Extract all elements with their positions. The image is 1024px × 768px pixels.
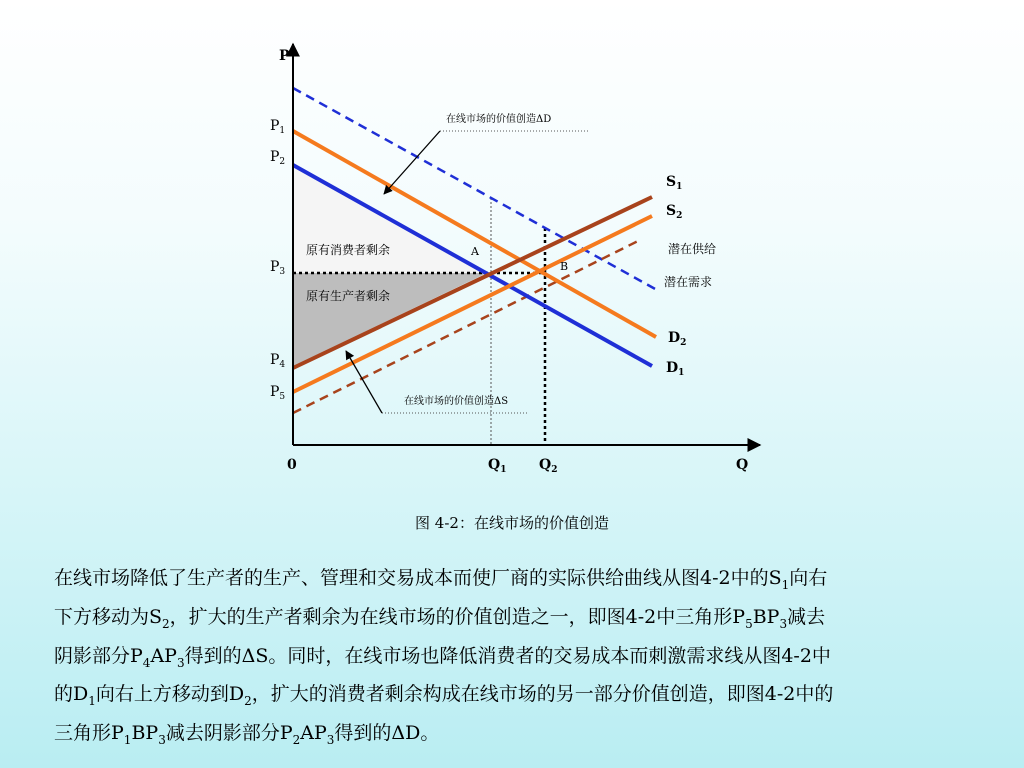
subscript: 4 bbox=[142, 655, 151, 670]
price-label-p3: $P_3$ bbox=[270, 259, 286, 277]
price-label-p2-sub: 2 bbox=[279, 157, 286, 167]
paragraph-line bbox=[54, 640, 994, 679]
price-label-p1-sub: 1 bbox=[279, 126, 286, 136]
curve-label-s1-sub: 1 bbox=[676, 182, 683, 192]
figure-title: 在线市场的价值创造 bbox=[473, 514, 609, 532]
text-run: 阴影部分P bbox=[54, 644, 143, 667]
horizontal-axis-label: Q bbox=[736, 457, 749, 473]
quantity-label-q1: $Q_1$ bbox=[488, 457, 507, 475]
text-run: 的D bbox=[54, 683, 89, 706]
curve-label-s2-sub: 2 bbox=[676, 211, 683, 221]
paragraph-line bbox=[54, 601, 994, 640]
quantity-label-q2-sub: 2 bbox=[551, 465, 558, 475]
paragraph-line bbox=[54, 562, 994, 601]
subscript: 2 bbox=[162, 616, 170, 631]
price-label-p3-sub: 3 bbox=[279, 267, 286, 277]
price-label-p2: $P_2$ bbox=[270, 149, 286, 167]
subscript: 1 bbox=[781, 577, 790, 592]
figure-number: 图 4-2： bbox=[415, 514, 474, 532]
explanation-paragraph bbox=[54, 562, 994, 756]
subscript: 3 bbox=[158, 732, 166, 747]
text-run: AP bbox=[150, 644, 177, 667]
delta-s-arrow bbox=[346, 351, 382, 413]
curve-label-s2: $S_2$ bbox=[666, 203, 683, 221]
origin-label: 0 bbox=[287, 457, 297, 473]
delta-d-annotation: 在线市场的价值创造ΔD bbox=[446, 114, 552, 125]
curve-label-s1: $S_1$ bbox=[666, 174, 683, 192]
text-run: BP bbox=[131, 722, 159, 745]
paragraph-line bbox=[54, 717, 994, 756]
curve-label-d1: $D_1$ bbox=[666, 360, 685, 378]
consumer-surplus-label: 原有消费者剩余 bbox=[306, 243, 391, 257]
subscript: 1 bbox=[88, 694, 96, 709]
paragraph-line bbox=[54, 678, 994, 717]
subscript: 3 bbox=[176, 655, 185, 670]
subscript: 3 bbox=[326, 732, 335, 747]
price-label-p5-sub: 5 bbox=[279, 392, 286, 402]
delta-d-arrow bbox=[384, 131, 440, 194]
text-run: 得到的ΔD。 bbox=[334, 722, 440, 745]
curve-label-d2-sub: 2 bbox=[680, 338, 687, 348]
point-label-a: A bbox=[471, 245, 479, 258]
subscript: 1 bbox=[123, 732, 132, 747]
text-run: 减去阴影部分P bbox=[165, 722, 293, 745]
quantity-label-q1-sub: 1 bbox=[500, 465, 507, 475]
point-label-b: B bbox=[560, 260, 569, 273]
vertical-axis-label: P bbox=[279, 48, 290, 64]
text-run: 减去 bbox=[787, 605, 826, 628]
quantity-label-q2: $Q_2$ bbox=[539, 457, 558, 475]
delta-s-annotation: 在线市场的价值创造ΔS bbox=[404, 396, 509, 407]
text-run: 三角形P bbox=[54, 722, 124, 745]
text-run: AP bbox=[300, 722, 327, 745]
subscript: 3 bbox=[779, 616, 788, 631]
price-label-p5: $P_5$ bbox=[270, 384, 286, 402]
text-run: ，扩大的生产者剩余为在线市场的价值创造之一，即图4-2中三角形P bbox=[169, 605, 746, 628]
text-run: 得到的ΔS。同时，在线市场也降低消费者的交易成本而刺激需求线从图4-2中 bbox=[184, 644, 831, 667]
figure-caption bbox=[0, 512, 1024, 533]
text-run: 在线市场降低了生产者的生产、管理和交易成本而使厂商的实际供给曲线从图4-2中的S bbox=[54, 567, 782, 589]
subscript: 2 bbox=[244, 694, 252, 709]
curve-label-d2: $D_2$ bbox=[668, 330, 687, 348]
subscript: 2 bbox=[292, 732, 301, 747]
text-run: 向右 bbox=[789, 567, 828, 589]
text-run: BP bbox=[752, 605, 780, 628]
price-label-p4: $P_4$ bbox=[270, 352, 286, 370]
text-run: ，扩大的消费者剩余构成在线市场的另一部分价值创造，即图4-2中的 bbox=[251, 683, 834, 706]
producer-surplus-label: 原有生产者剩余 bbox=[306, 289, 391, 303]
text-run: 下方移动为S bbox=[54, 605, 163, 628]
potential-supply-label: 潜在供给 bbox=[668, 242, 717, 256]
potential-demand-label: 潜在需求 bbox=[664, 275, 713, 289]
price-label-p4-sub: 4 bbox=[279, 360, 286, 370]
subscript: 5 bbox=[745, 616, 753, 631]
text-run: 向右上方移动到D bbox=[95, 683, 245, 706]
price-label-p1: $P_1$ bbox=[270, 118, 286, 136]
curve-label-d1-sub: 1 bbox=[678, 368, 685, 378]
